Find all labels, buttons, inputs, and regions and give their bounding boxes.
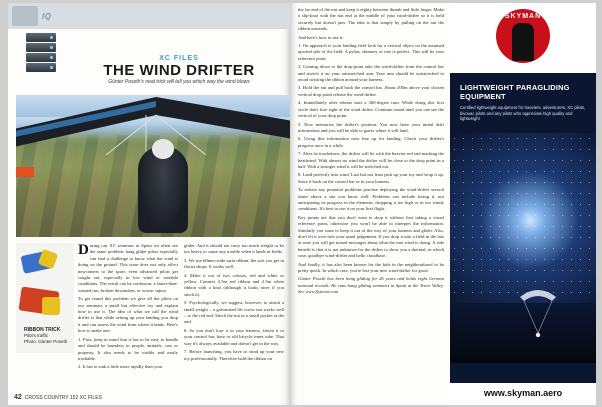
ribbon-trick-inset (16, 243, 74, 353)
col3-intro: And here's how to use it: (298, 34, 344, 40)
ad-logo-text: SKYMAN (504, 13, 542, 20)
col1-step-1: 1. First, keep in mind that it has to be easy to handle and should be harmless to people, animals, cars or property. It also needs to be visible and easily trackable. (78, 336, 178, 361)
col2-step-3: 3. We use 60mm-wide satin ribbon, the sort you get in florist shops. It works well. (184, 257, 284, 270)
col3-step-5: 5. Now memorise the drifter's position. You now have your initial drift information and you will be able to guess where it will land. (298, 121, 444, 133)
col3-step-3: 3. Hold the nut and pull back the control bar. About 200m above your chosen vertical drop point release the wind-drifter. (298, 85, 444, 97)
col3-step-4: 4. Immediately after release start a 360-degree turn. While doing this first circle don't lose sight of the wind drifter. Continue round until you can see the vertical of your drop point. (298, 100, 444, 119)
ribbon-marker (16, 167, 34, 177)
page-folio (14, 394, 102, 401)
right-page-text (290, 3, 450, 405)
col1-paragraph-2: To get round this problem we give all the pilots on our seminars a small but effective toy and explain how to use it. The idea of what we call the wind drifter is that while setting up your landing you drop it and can assess the wind from where it lands. Here's how to make one: (78, 296, 178, 334)
skyman-logo-icon (490, 7, 556, 67)
publication-line: CROSS COUNTRY 152 XC FILES (24, 395, 102, 401)
article-kicker: XC FILES (159, 55, 199, 62)
author-bio: Günter Poseth has been hang gliding for 26 years and holds eight German national records. He runs hang gliding seminars in Spain at the Tenor Valley. See www.flytenor.com (298, 276, 444, 295)
col2-step-4: 4. Make it out of two colours, red and white or yellow. Connect 2.5m red ribbon and 2.5m white ribbon with a knot (although it looks nicer if you stitch it). (184, 272, 284, 297)
page-number: 42 (14, 394, 22, 401)
col2-paragraph-1: glider. And it should not carry too much weight or be too heavy to cause any trouble when it lands in fields. (184, 243, 284, 255)
col1-step-2: 2. It has to sink a little more rapidly than your (78, 364, 163, 370)
paraglider-icon (518, 283, 558, 343)
body-column-3 (298, 7, 444, 401)
col1-paragraph-1: uring our XC seminars in Spain we often see the same problem: hang glider pilots especially can find a challenge to know what the wind is doing on the ground. This issue does not only affect newcomers to the sport; even advanced pilots get caught out, especially in low wind or variable conditions. The result can be confusion, a faster-than-wanted run, broken downtubes, or worse: injury. (78, 243, 178, 293)
col3-step-8: 8. Land perfectly into wind. Last but not least pick up your toy and wrap it up. Store it back on the control bar or in your harness. (298, 172, 444, 184)
col3-step-7: 7. After its touchdown, the drifter will lie with the heavier red end marking the headwind. With almost no wind the drifter will be close to the drop point in a ball. With a stronger wind it will be stretched out. (298, 151, 444, 169)
section-logo-icon (12, 6, 38, 26)
col3-outro-2: Key points are that you don't want to drop it without first taking a visual reference point, otherwise you won't be able to interpret the information. Similarly you want to keep it out of the way of your harness and glider. Also, don't let it over-rule your usual judgement. If you drop it into a field in the late or near you will get mixed messages about what the true wind is doing. A side benefit is that it is not unknown for the drifter to show you a thermal, in which case, goodbye wind-drifter and hello cloudbase. (298, 214, 444, 259)
ad-subline: Certified lightweight equipment for travelers, adventurers, XC pilots, bivouac pilots and any pilots who appreciate high quality and lightweight (460, 105, 586, 122)
pilot-figure (138, 147, 188, 233)
col2-step-7: 7. Before launching, you have to wind up your new toy professionally. Therefore hold the ribbon on (184, 349, 284, 361)
caption-lines: Pilot's traffic Photo: Günter Poseth (24, 333, 68, 344)
drop-cap: D (78, 243, 89, 258)
body-column-2 (184, 243, 284, 393)
body-column-1 (78, 243, 178, 393)
caption-title: RIBBON TRICK (24, 327, 61, 333)
article-standfirst: Günter Poseth's neat trick will tell you which way the wind blows (108, 79, 250, 85)
col3-outro-1: To reduce any potential problems practise deploying the wind-drifter several times above a site you know well. Problems can include losing it, not anticipating its progress in the elements, dropping it too high or in too windy conditions. It's best to use it on your first flight. (298, 187, 444, 212)
ad-headline: LIGHTWEIGHT PARAGLIDING EQUIPMENT (460, 83, 570, 101)
section-header (8, 3, 290, 29)
col3-outro-3: And finally, it has also been known for the kids in the neighbourhood to be pretty quick. In which case, you're lost your new wind-drifter for good. (298, 261, 444, 274)
col3-step-6: 6. Using this information now line up for landing. Check your drifter's progress once in a while. (298, 136, 444, 148)
section-brand: IQ (42, 12, 52, 21)
col3-step-1: 1. On approach to your landing field look for a vertical object on the assumed upwind side of the field. A pylon, chimney or tree is perfect. This will be your reference point. (298, 43, 444, 61)
article-title: THE WIND DRIFTER (103, 62, 255, 79)
left-page (8, 3, 290, 405)
ad-url[interactable]: www.skyman.aero (483, 388, 563, 398)
hero-photo (16, 95, 290, 237)
col2-step-5: 5. Psychologically, we suggest, however, to attach a small weight – a galvanised lift screw nut works well – to the red end. Stitch the nut in a small pocket at the end. (184, 300, 284, 325)
article-title-block (74, 55, 284, 95)
col2-step-6: 6. So you don't lose it in your harness, fasten it to your control bar, base or old bicycle inner tube. That way it's always available and doesn't get in the way. (184, 327, 284, 346)
skyman-advert (450, 3, 596, 405)
col3-paragraph-1: the far end of the nut and keep it eighty between thumb and little finger. Make a slip-knot with the nut end at the middle of your wind-drifter so it is held securely but doesn't jam. The idea is that simply by pulling on the nut the ribbon unwinds. (298, 7, 444, 32)
server-stack-icon (26, 33, 56, 79)
col3-step-2: 2. Coming down to the drop-point take the wind-drifter from the control bar and stretch it on your outstretched arm. Your arm should be outstretched to avoid twisting the ribbon around your harness. (298, 64, 444, 83)
inset-caption (24, 327, 74, 345)
